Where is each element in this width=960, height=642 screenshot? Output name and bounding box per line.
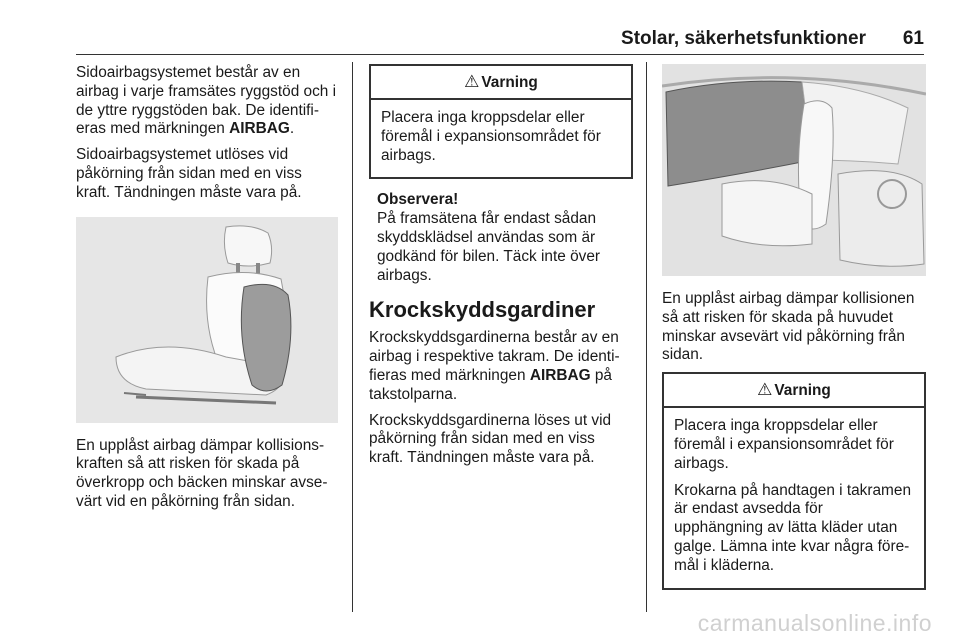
note-heading: Observera! <box>377 191 459 209</box>
airbag-label: AIRBAG <box>529 366 591 384</box>
seat-airbag-illustration <box>76 217 338 423</box>
curtain-airbag-illustration <box>662 64 926 276</box>
column-divider <box>646 62 647 612</box>
page-header <box>76 26 924 55</box>
warning-text-hooks: Krokarna på handtagen i takramen är endast avsedda för upphängning av lätta kläder utan galge. Lämna inte kvar några föremål i kläderna. <box>674 481 911 574</box>
warning-triangle-icon: ⚠ <box>464 72 480 91</box>
column-right <box>662 64 926 602</box>
column-left <box>76 64 338 519</box>
note-text: På framsätena får endast sådan skyddsklädsel användas som är godkänd för bilen. Täck inte över airbags. <box>377 210 601 284</box>
section-heading: Krockskyddsgardiner <box>369 297 596 323</box>
warning-box <box>369 64 633 179</box>
curtain-airbag-intro: Krockskyddsgardinerna består av en airbag i respektive takram. De identifieras med märkningen AIRBAG på takstolparna. <box>369 329 620 403</box>
warning-box <box>662 372 926 589</box>
warning-header: ⚠ Varning <box>371 66 631 100</box>
warning-header: ⚠ Varning <box>664 374 924 408</box>
airbag-label: AIRBAG <box>229 120 290 138</box>
curtain-airbag-deploy-text: Krockskyddsgardinerna löses ut vid påkörning från sidan med en viss kraft. Tändningen måste vara på. <box>369 411 612 467</box>
warning-text: Placera inga kroppsdelar eller föremål i expansionsområdet för airbags. <box>381 109 601 164</box>
side-airbag-deploy-text: Sidoairbagsystemet utlöses vid påkörning från sidan med en viss kraft. Tändningen måste vara på. <box>76 146 302 201</box>
column-divider <box>352 62 353 612</box>
watermark: carmanualsonline.info <box>697 610 932 636</box>
seat-airbag-caption: En upplåst airbag dämpar kollisionskraften så att risken för skada på överkropp och bäcken minskar avsevärt vid en påkörning från sidan. <box>76 436 328 510</box>
side-airbag-intro: Sidoairbagsystemet består av en airbag i varje framsätes ryggstöd och i de yttre ryggstöden bak. De identifieras med märkningen AIRBAG. <box>76 64 337 138</box>
column-middle <box>369 64 633 475</box>
warning-triangle-icon: ⚠ <box>757 380 773 400</box>
curtain-airbag-caption: En upplåst airbag dämpar kollisionen så att risken för skada på huvudet minskar avsevärt vid påkörning från sidan. <box>662 290 915 364</box>
page-title: Stolar, säkerhetsfunktioner <box>621 28 866 49</box>
page-number: 61 <box>902 28 924 49</box>
note-block <box>369 191 633 285</box>
warning-text: Placera inga kroppsdelar eller föremål i expansionsområdet för airbags. <box>674 417 894 472</box>
